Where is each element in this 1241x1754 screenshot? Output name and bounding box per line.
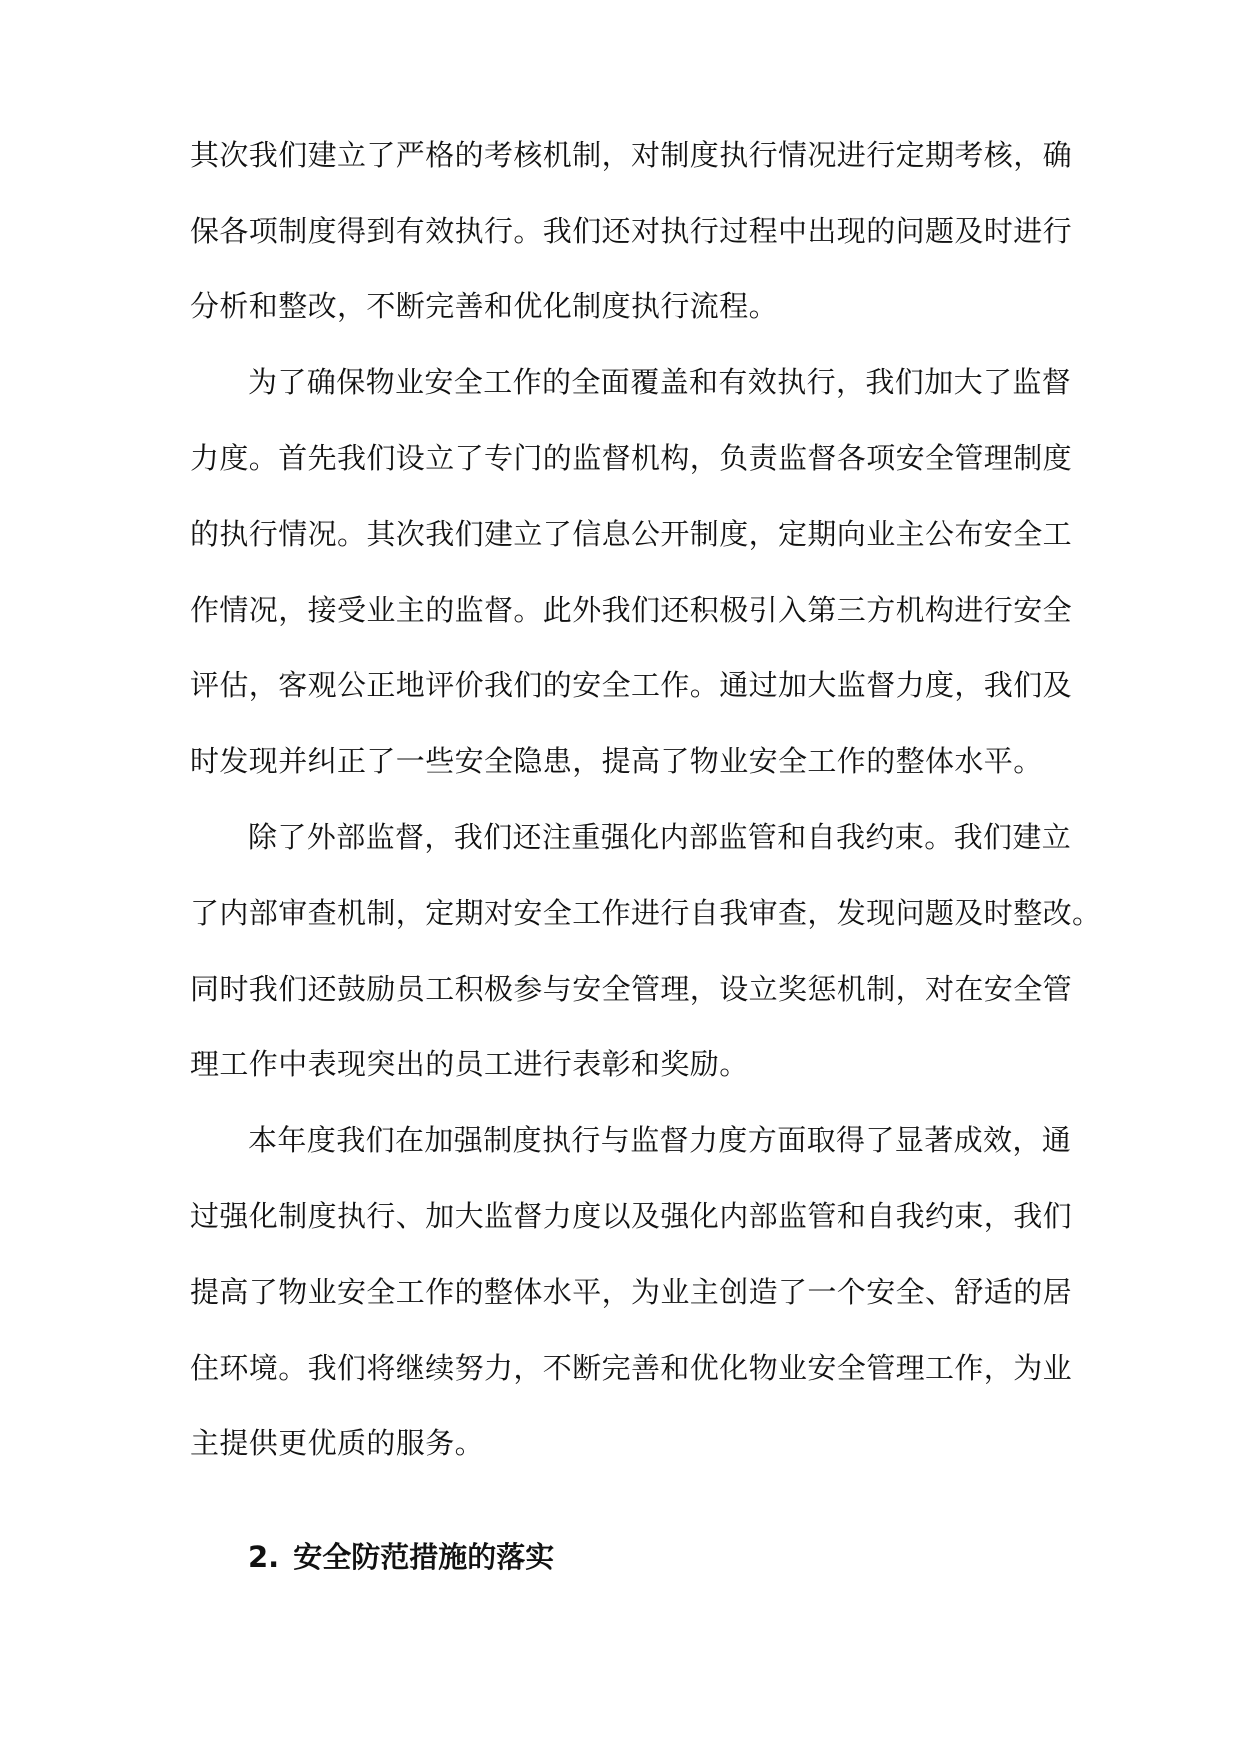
paragraph-3-line-4: 理工作中表现突出的员工进行表彰和奖励。 <box>190 1047 749 1081</box>
paragraph-4-line-3: 提高了物业安全工作的整体水平，为业主创造了一个安全、舒适的居 <box>190 1275 1073 1309</box>
paragraph-1-line-3: 分析和整改，不断完善和优化制度执行流程。 <box>190 289 779 323</box>
paragraph-2-line-6: 时发现并纠正了一些安全隐患，提高了物业安全工作的整体水平。 <box>190 744 1043 778</box>
section-heading-title: 安全防范措施的落实 <box>293 1540 555 1574</box>
paragraph-3-line-1: 除了外部监督，我们还注重强化内部监管和自我约束。我们建立 <box>248 820 1072 854</box>
paragraph-2-line-4: 作情况，接受业主的监督。此外我们还积极引入第三方机构进行安全 <box>190 593 1073 627</box>
section-heading <box>248 1530 554 1584</box>
paragraph-4-line-2: 过强化制度执行、加大监督力度以及强化内部监管和自我约束，我们 <box>190 1199 1073 1233</box>
paragraph-2-line-2: 力度。首先我们设立了专门的监督机构，负责监督各项安全管理制度 <box>190 441 1073 475</box>
paragraph-2-line-5: 评估，客观公正地评价我们的安全工作。通过加大监督力度，我们及 <box>190 668 1073 702</box>
paragraph-1-line-2: 保各项制度得到有效执行。我们还对执行过程中出现的问题及时进行 <box>190 214 1073 248</box>
paragraph-4-line-4: 住环境。我们将继续努力，不断完善和优化物业安全管理工作，为业 <box>190 1351 1073 1385</box>
paragraph-2-line-1: 为了确保物业安全工作的全面覆盖和有效执行，我们加大了监督 <box>248 365 1072 399</box>
paragraph-2-line-3: 的执行情况。其次我们建立了信息公开制度，定期向业主公布安全工 <box>190 517 1073 551</box>
paragraph-4-line-5: 主提供更优质的服务。 <box>190 1426 485 1460</box>
section-heading-number: 2. <box>248 1540 280 1574</box>
paragraph-4-line-1: 本年度我们在加强制度执行与监督力度方面取得了显著成效，通 <box>248 1123 1072 1157</box>
paragraph-3-line-3: 同时我们还鼓励员工积极参与安全管理，设立奖惩机制，对在安全管 <box>190 972 1073 1006</box>
paragraph-1-line-1: 其次我们建立了严格的考核机制，对制度执行情况进行定期考核，确 <box>190 138 1073 172</box>
paragraph-3-line-2: 了内部审查机制，定期对安全工作进行自我审查，发现问题及时整改。 <box>190 896 1102 930</box>
